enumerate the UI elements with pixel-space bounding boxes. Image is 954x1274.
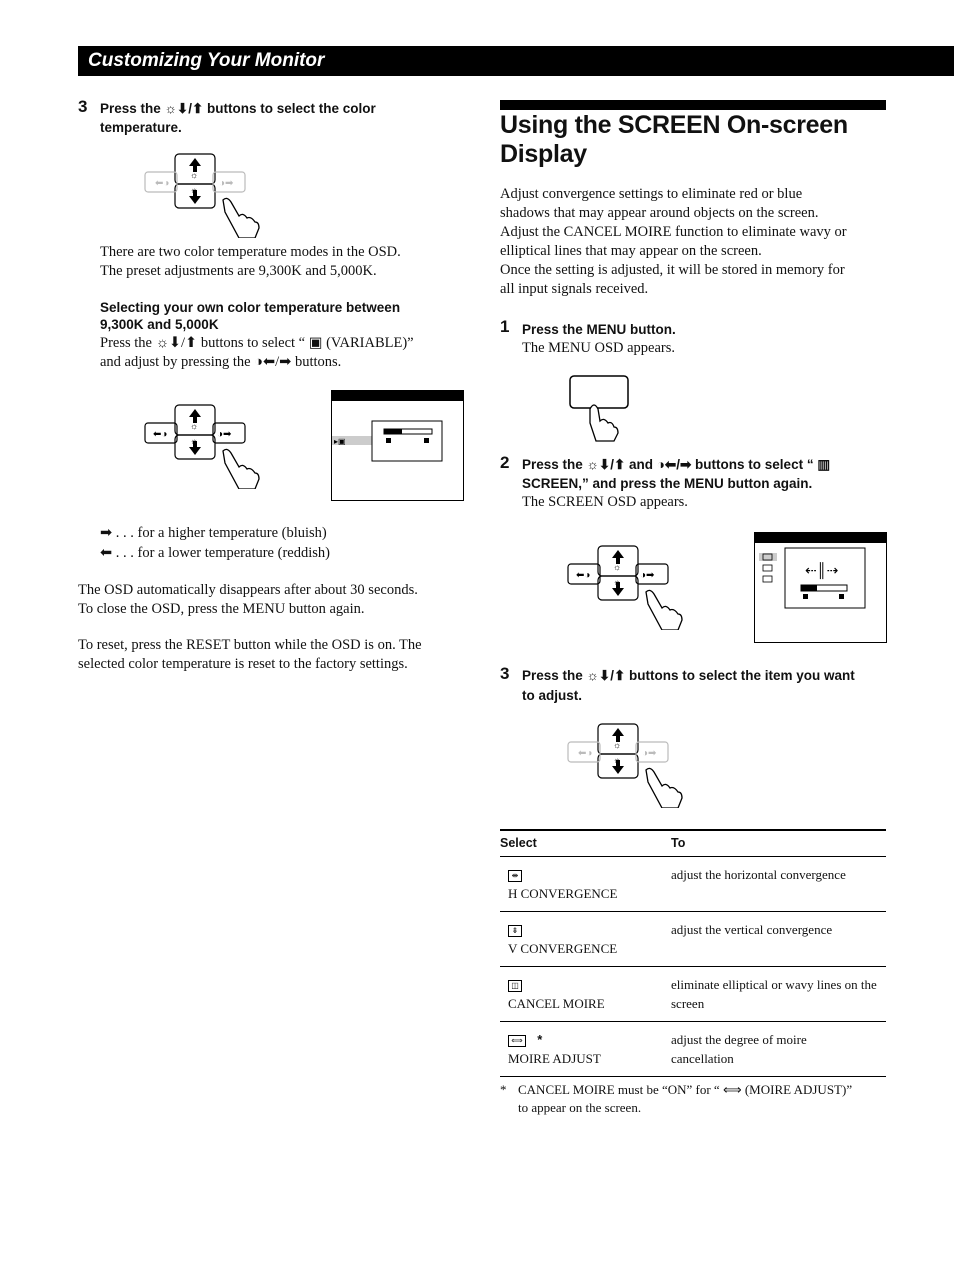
table-row — [500, 967, 886, 1022]
text-line: all input signals received. — [500, 281, 649, 297]
table-row — [500, 1022, 886, 1077]
text-line: Press the ☼⬇/⬆ buttons to select “ ▣ (VARIABLE)” — [100, 335, 414, 351]
h-convergence-icon: ⇼ — [508, 870, 522, 882]
footnote-mark: * — [500, 1082, 507, 1097]
step-instruction-line: temperature. — [100, 120, 182, 135]
control-pad-illustration — [143, 152, 268, 238]
osd-title-bar — [332, 391, 463, 401]
screen-osd — [754, 532, 887, 643]
step-instruction — [100, 99, 376, 137]
svg-text:☼: ☼ — [190, 185, 199, 195]
text-line: elliptical lines that may appear on the screen. — [500, 243, 762, 259]
svg-text:☼: ☼ — [190, 421, 199, 431]
own-temperature-paragraph — [100, 334, 414, 372]
footnote-line: to appear on the screen. — [518, 1100, 642, 1115]
svg-text:⬅◑: ⬅◑ — [155, 178, 170, 189]
step-instruction-line: Press the ☼⬇/⬆ and ◑⬅/➡ buttons to select “ ▥ — [522, 457, 831, 472]
step-instruction-line: Press the ☼⬇/⬆ buttons to select the color — [100, 101, 376, 116]
page-header-title: Customizing Your Monitor — [88, 50, 325, 71]
moire-adjust-icon: ⟺ — [508, 1035, 526, 1047]
heading-line: Selecting your own color temperature between — [100, 300, 401, 315]
step-instruction — [522, 666, 855, 705]
cancel-moire-icon: ◫ — [508, 980, 522, 992]
table-row — [500, 857, 886, 912]
legend-lower: ⬅ . . . for a lower temperature (reddish) — [100, 545, 330, 561]
svg-text:◑➡: ◑➡ — [642, 748, 657, 759]
temperature-legend — [100, 524, 330, 563]
control-pad-illustration — [566, 544, 691, 630]
reset-note-paragraph — [78, 636, 422, 674]
item-name: MOIRE ADJUST — [508, 1051, 601, 1066]
title-line: Display — [500, 140, 587, 168]
control-pad-illustration — [566, 722, 691, 808]
text-line: The OSD automatically disappears after about 30 seconds. — [78, 582, 418, 598]
footnote — [518, 1081, 852, 1117]
svg-text:☼: ☼ — [190, 170, 199, 180]
step-instruction-line: Press the ☼⬇/⬆ buttons to select the item you want — [522, 668, 855, 683]
svg-text:◑➡: ◑➡ — [217, 429, 232, 440]
color-osd-screen — [331, 390, 464, 501]
step-instruction: Press the MENU button. — [522, 322, 676, 337]
column-header-to: To — [671, 830, 886, 857]
svg-text:⇠║⇢: ⇠║⇢ — [805, 564, 839, 579]
table-row — [500, 912, 886, 967]
svg-text:☼: ☼ — [613, 562, 622, 572]
modes-paragraph — [100, 243, 401, 281]
table-cell-to: adjust the vertical convergence — [671, 912, 886, 967]
text-line: Adjust convergence settings to eliminate red or blue — [500, 186, 803, 202]
svg-text:⬅◑: ⬅◑ — [578, 748, 593, 759]
osd-convergence-panel — [755, 543, 886, 642]
item-name: CANCEL MOIRE — [508, 996, 605, 1011]
svg-text:◑➡: ◑➡ — [640, 570, 655, 581]
table-cell-to: adjust the horizontal convergence — [671, 857, 886, 912]
select-table — [500, 829, 886, 1077]
text-line: There are two color temperature modes in the OSD. — [100, 244, 401, 260]
text-line: To close the OSD, press the MENU button again. — [78, 601, 365, 617]
step-number: 1 — [500, 317, 510, 336]
svg-text:◑➡: ◑➡ — [219, 178, 234, 189]
table-cell-select — [500, 1022, 671, 1077]
step-instruction-line: SCREEN,” and press the MENU button again. — [522, 476, 813, 491]
step-number: 3 — [500, 664, 510, 683]
svg-text:☼: ☼ — [613, 755, 622, 765]
intro-paragraph — [500, 185, 847, 299]
v-convergence-icon: ⇟ — [508, 925, 522, 937]
step-number: 3 — [78, 97, 88, 116]
own-temperature-heading — [100, 298, 400, 334]
text-line: and adjust by pressing the ◑⬅/➡ buttons. — [100, 354, 342, 370]
step-instruction — [522, 455, 830, 493]
section-rule — [500, 100, 886, 110]
osd-title-bar — [755, 533, 886, 543]
section-title — [500, 111, 848, 169]
asterisk-mark: * — [537, 1032, 543, 1047]
control-pad-illustration — [143, 403, 268, 489]
table-cell-to: adjust the degree of moire cancellation — [671, 1022, 886, 1077]
svg-text:⬅◑: ⬅◑ — [153, 429, 168, 440]
svg-text:☼: ☼ — [613, 577, 622, 587]
text-line: selected color temperature is reset to the factory settings. — [78, 656, 408, 672]
title-line: Using the SCREEN On-screen — [500, 111, 848, 139]
step-result: The MENU OSD appears. — [522, 340, 676, 356]
osd-note-paragraph — [78, 581, 418, 619]
text-line: Once the setting is adjusted, it will be stored in memory for — [500, 262, 845, 278]
step-instruction-line: to adjust. — [522, 688, 582, 703]
svg-text:☼: ☼ — [190, 436, 199, 446]
menu-button-illustration — [566, 373, 636, 443]
table-cell-to: eliminate elliptical or wavy lines on the screen — [671, 967, 886, 1022]
svg-text:☼: ☼ — [613, 740, 622, 750]
item-name: H CONVERGENCE — [508, 886, 618, 901]
osd-variable-slider — [332, 401, 463, 500]
legend-higher: ➡ . . . for a higher temperature (bluish) — [100, 525, 327, 541]
text-line: To reset, press the RESET button while the OSD is on. The — [78, 637, 422, 653]
step-number: 2 — [500, 453, 510, 472]
table-cell-select — [500, 912, 671, 967]
svg-text:⬅◑: ⬅◑ — [576, 570, 591, 581]
table-cell-select — [500, 857, 671, 912]
text-line: Adjust the CANCEL MOIRE function to eliminate wavy or — [500, 224, 847, 240]
text-line: shadows that may appear around objects on the screen. — [500, 205, 819, 221]
footnote-line: CANCEL MOIRE must be “ON” for “ ⟺ (MOIRE ADJUST)” — [518, 1082, 853, 1097]
table-cell-select — [500, 967, 671, 1022]
table-header-row — [500, 830, 886, 857]
step-result: The SCREEN OSD appears. — [522, 494, 688, 510]
item-name: V CONVERGENCE — [508, 941, 618, 956]
text-line: The preset adjustments are 9,300K and 5,000K. — [100, 263, 377, 279]
heading-line: 9,300K and 5,000K — [100, 317, 219, 332]
column-header-select: Select — [500, 830, 671, 857]
svg-text:▸▣: ▸▣ — [334, 437, 346, 446]
